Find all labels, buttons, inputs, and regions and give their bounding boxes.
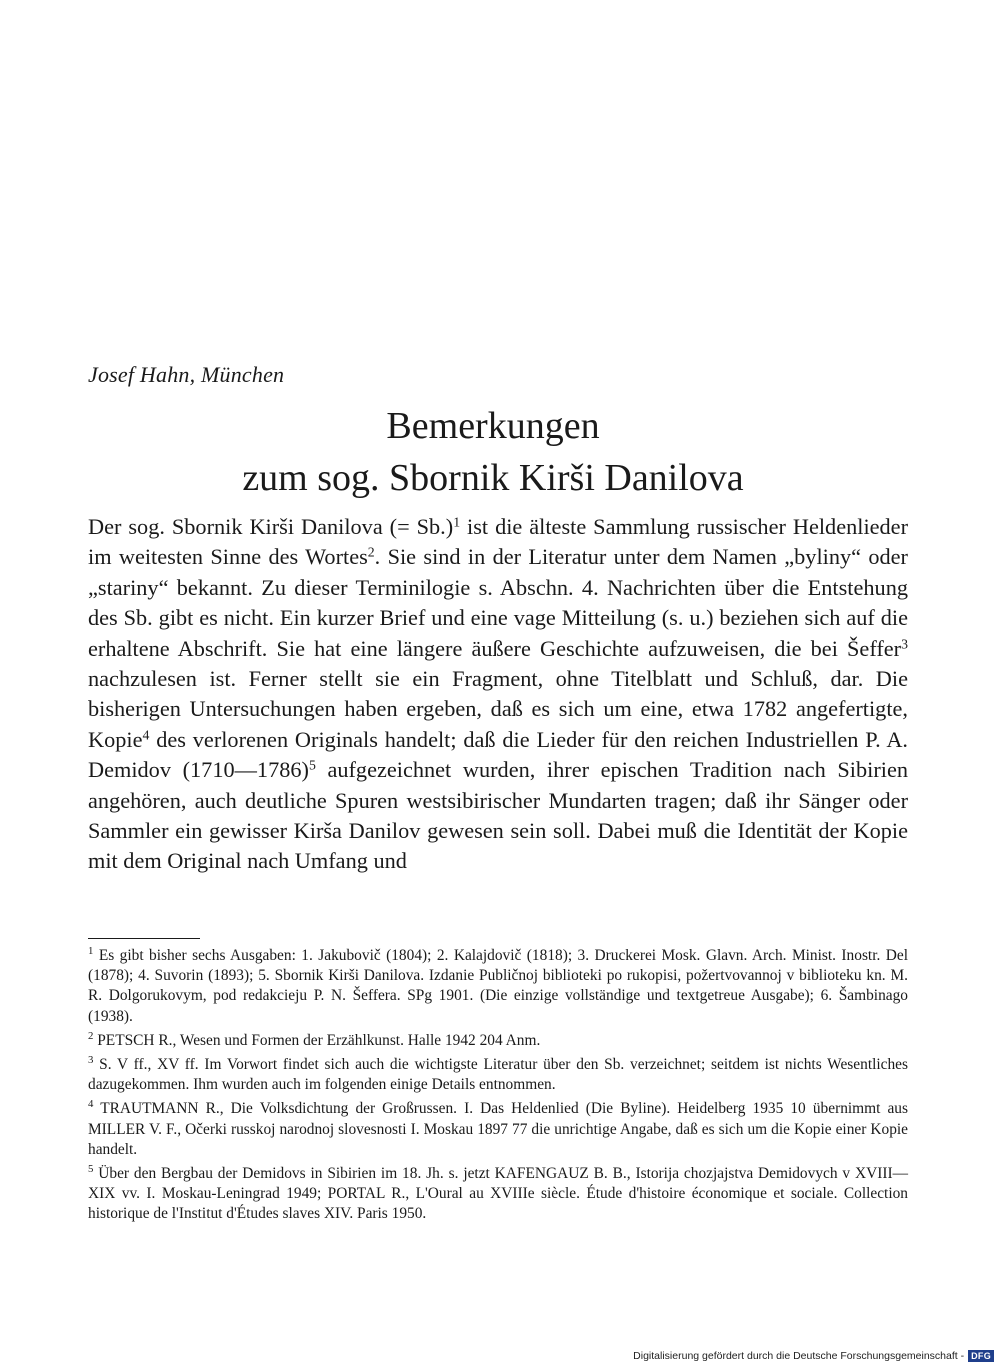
footnotes [88, 946, 908, 1229]
footnote-text: Über den Bergbau der Demidovs in Sibirien im 18. Jh. s. jetzt KAFENGAUZ B. B., Istorija chozjajstva Demidovych v XVIII—XIX vv. I. Moskau-Leningrad 1949; PORTAL R., L'Oural au XVIIIe siècle. Étude d'histoire économique et sociale. Collection historique de l'Institut d'Études slaves XIV. Paris 1950. [88, 1165, 908, 1223]
footnote-divider [88, 938, 200, 939]
footnote-number: 5 [88, 1163, 94, 1176]
footnote-number: 4 [88, 1098, 94, 1111]
dfg-logo: DFG [968, 1350, 994, 1362]
credit-text: Digitalisierung gefördert durch die Deutsche Forschungsgemeinschaft - [633, 1350, 965, 1362]
footnote-3 [88, 1055, 908, 1095]
digitization-credit [633, 1350, 994, 1362]
footnote-text: Es gibt bisher sechs Ausgaben: 1. Jakubovič (1804); 2. Kalajdovič (1818); 3. Druckerei Mosk. Glavn. Arch. Minist. Inostr. Del (1878); 4. Suvorin (1893); 5. Sbornik Kirši Danilova. Izdanie Publičnoj biblioteki po rukopisi, požertvovannoj v biblioteku kn. M. R. Dolgorukovym, pod redakcieju P. N. Šeffera. SPg 1901. (Die einzige vollständige und textgetreue Ausgabe); 6. Šambinago (1938). [88, 947, 908, 1025]
body-text-3: . Sie sind in der Literatur unter dem Namen „byliny“ oder „stariny“ bekannt. Zu dieser Terminilogie s. Abschn. 4. Nachrichten über die Entstehung des Sb. gibt es nicht. Ein kurzer Brief und eine vage Mitteilung (s. u.) beziehen sich auf die erhaltene Abschrift. Sie hat eine längere äußere Geschichte aufzuweisen, die bei Šeffer [88, 544, 908, 661]
footnote-text: TRAUTMANN R., Die Volksdichtung der Großrussen. I. Das Heldenlied (Die Byline). Heidelberg 1935 10 übernimmt aus MILLER V. F., Očerki russkoj narodnoj slovesnosti I. Moskau 1897 77 die unrichtige Angabe, daß es sich um die Kopie einer Kopie handelt. [88, 1100, 908, 1158]
footnote-number: 1 [88, 945, 94, 958]
body-text-5: des verlorenen Originals handelt; daß die Lieder für den reichen Industriellen P. A. Demidov (1710—1786) [88, 726, 908, 783]
footnote-ref-4: 4 [142, 727, 150, 743]
author-line: Josef Hahn, München [88, 362, 285, 387]
body-text-1: Der sog. Sbornik Kirši Danilova (= Sb.) [88, 514, 454, 539]
article-title [88, 400, 898, 504]
footnote-ref-3: 3 [901, 636, 908, 652]
body-text-2: ist die älteste Sammlung russischer Heldenlieder im weitesten Sinne des Wortes [88, 514, 909, 570]
footnote-4 [88, 1099, 908, 1160]
footnote-ref-2: 2 [367, 544, 375, 560]
footnote-number: 3 [88, 1054, 94, 1067]
title-line-1: Bemerkungen [386, 405, 600, 447]
footnote-ref-5: 5 [308, 757, 316, 773]
body-text-4: nachzulesen ist. Ferner stellt sie ein Fragment, ohne Titelblatt und Schluß, dar. Die bisherigen Untersuchungen haben ergeben, daß es sich um eine, etwa 1782 angefertigte, Kopie [88, 666, 908, 752]
body-text-6: aufgezeichnet wurden, ihrer epischen Tradition nach Sibirien angehören, auch deutliche Spuren westsibirischer Mundarten tragen; daß ihr Sänger oder Sammler ein gewisser Kirša Danilov gewesen sein soll. Dabei muß die Identität der Kopie mit dem Original nach Umfang und [88, 757, 908, 874]
footnote-text: PETSCH R., Wesen und Formen der Erzählkunst. Halle 1942 204 Anm. [97, 1031, 541, 1049]
footnote-ref-1: 1 [453, 514, 461, 530]
footnote-2 [88, 1031, 908, 1051]
footnote-text: S. V ff., XV ff. Im Vorwort findet sich auch die wichtigste Literatur über den Sb. verzeichnet; seitdem ist nichts Wesentliches dazugekommen. Ihm wurden auch im folgenden einige Details entnommen. [88, 1056, 908, 1094]
footnote-5 [88, 1164, 908, 1225]
body-paragraph [88, 512, 908, 877]
footnote-1 [88, 946, 908, 1027]
title-line-2: zum sog. Sbornik Kirši Danilova [242, 457, 744, 499]
footnote-number: 2 [88, 1029, 94, 1042]
